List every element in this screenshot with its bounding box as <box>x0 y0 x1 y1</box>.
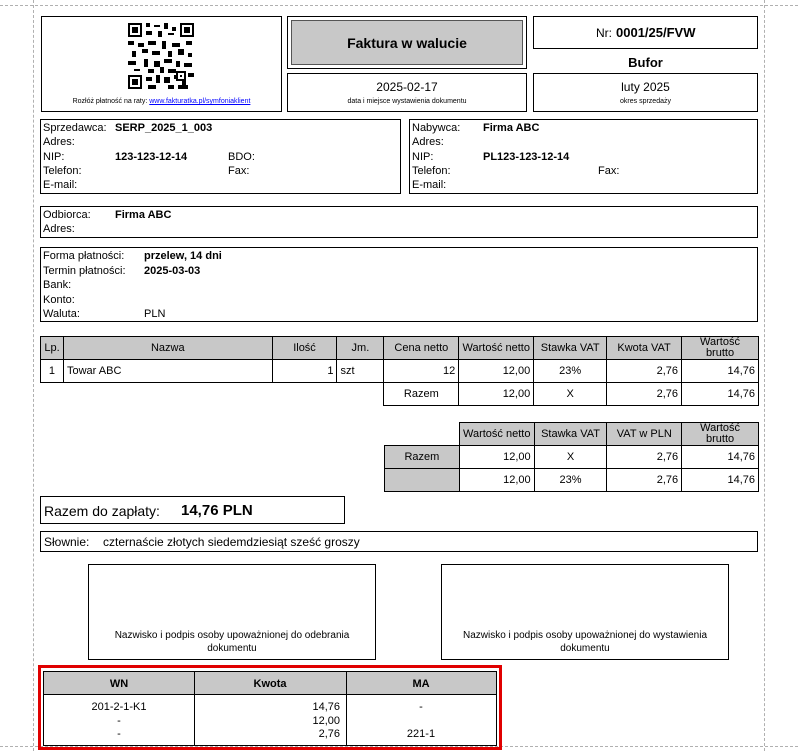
sale-period-box <box>533 73 758 112</box>
accounting-col-ma: MA <box>412 678 430 690</box>
payment-method: przelew, 14 dni <box>144 250 222 262</box>
items-table <box>40 336 759 406</box>
vat-col-vat-pln: VAT w PLN <box>607 423 682 446</box>
title-frame <box>287 16 527 69</box>
col-cena-netto: Cena netto <box>384 337 459 360</box>
seller-fax-label: Fax: <box>228 165 250 177</box>
table-row: 14,76 <box>312 701 340 713</box>
sale-period-caption: okres sprzedaży <box>620 98 671 105</box>
cell-jm: szt <box>337 360 384 383</box>
bank-label: Bank: <box>43 279 72 291</box>
col-lp: Lp. <box>41 337 64 360</box>
payment-method-label: Forma płatności: <box>43 250 125 262</box>
cell-lp: 1 <box>41 360 64 383</box>
seller-nip: 123-123-12-14 <box>115 151 188 163</box>
col-nazwa: Nazwa <box>63 337 272 360</box>
words-value: czternaście złotych siedemdziesiąt sześć groszy <box>103 535 360 549</box>
vat-col-netto: Wartość netto <box>459 423 534 446</box>
issue-date-caption: data i miejsce wystawienia dokumentu <box>347 98 467 105</box>
seller-box <box>40 119 401 194</box>
cell-cena: 12 <box>384 360 459 383</box>
qr-link[interactable]: www.fakturatka.pl/symfoniaklient <box>149 98 251 105</box>
margin-guide-right <box>764 0 765 751</box>
words-box <box>40 531 758 552</box>
col-wartosc-netto: Wartość netto <box>459 337 534 360</box>
items-total-brutto: 14,76 <box>682 383 759 406</box>
number-box <box>533 16 758 49</box>
receiver-signature-box <box>88 564 376 660</box>
items-total-vat: 2,76 <box>607 383 682 406</box>
items-total-netto: 12,00 <box>459 383 534 406</box>
vat-total-brutto: 14,76 <box>682 446 759 469</box>
total-box <box>40 496 345 524</box>
issuer-signature-box <box>441 564 729 660</box>
margin-guide-left <box>33 0 34 751</box>
buyer-address-label: Adres: <box>412 136 444 148</box>
cell-brutto: 14,76 <box>682 360 759 383</box>
items-header-row <box>41 337 759 360</box>
currency-label: Waluta: <box>43 308 80 320</box>
seller-address-label: Adres: <box>43 136 75 148</box>
buyer-nip-label: NIP: <box>412 151 434 163</box>
cell-vat: 2,76 <box>607 360 682 383</box>
buyer-fax-label: Fax: <box>598 165 620 177</box>
payment-due: 2025-03-03 <box>144 265 201 277</box>
col-kwota-vat: Kwota VAT <box>607 337 682 360</box>
vat-col-brutto: Wartość brutto <box>682 423 759 446</box>
document-title: Faktura w walucie <box>291 20 523 65</box>
seller-nip-label: NIP: <box>43 151 65 163</box>
issuer-signature-caption: Nazwisko i podpis osoby upoważnionej do wystawienia dokumentu <box>462 630 708 654</box>
col-wartosc-brutto: Wartość brutto <box>682 337 759 360</box>
items-total-stawka: X <box>534 383 607 406</box>
total-value: 14,76 PLN <box>181 502 253 519</box>
table-row: 2,76 <box>318 728 340 740</box>
vat-rate-brutto: 14,76 <box>682 469 759 492</box>
seller-phone-label: Telefon: <box>43 165 82 177</box>
payment-box <box>40 247 758 322</box>
items-total-row <box>41 383 759 406</box>
number-label: Nr: <box>596 26 612 40</box>
table-row: 201-2-1-K1 <box>91 701 147 713</box>
table-row <box>41 360 759 383</box>
cell-netto: 12,00 <box>459 360 534 383</box>
seller-label: Sprzedawca: <box>43 122 107 134</box>
buyer-phone-label: Telefon: <box>412 165 451 177</box>
cell-nazwa: Towar ABC <box>63 360 272 383</box>
seller-bdo-label: BDO: <box>228 151 255 163</box>
table-row: 221-1 <box>406 728 436 740</box>
table-row: - <box>117 728 121 740</box>
total-label: Razem do zapłaty: <box>44 503 160 519</box>
cell-stawka: 23% <box>534 360 607 383</box>
table-row: 12,00 <box>312 715 340 727</box>
vat-total-row <box>385 446 759 469</box>
buyer-box <box>409 119 758 194</box>
document-number: 0001/25/FVW <box>616 25 696 40</box>
vat-total-netto: 12,00 <box>459 446 534 469</box>
items-total-label: Razem <box>384 383 459 406</box>
qr-caption-text: Rozłóż płatność na raty: <box>72 98 148 105</box>
qr-box <box>41 16 282 112</box>
col-ilosc: Ilość <box>272 337 337 360</box>
table-row: - <box>117 715 121 727</box>
vat-rate-stawka: 23% <box>534 469 607 492</box>
accounting-table <box>43 671 497 746</box>
receiver-signature-caption: Nazwisko i podpis osoby upoważnionej do odebrania dokumentu <box>114 630 350 654</box>
qr-code-icon <box>128 23 194 89</box>
vat-rate-row <box>385 469 759 492</box>
buyer-nip: PL123-123-12-14 <box>483 151 570 163</box>
currency: PLN <box>144 308 166 320</box>
payment-due-label: Termin płatności: <box>43 265 126 277</box>
issue-date-box <box>287 73 527 112</box>
sale-period: luty 2025 <box>621 80 670 94</box>
document-status: Bufor <box>628 55 663 70</box>
col-stawka-vat: Stawka VAT <box>534 337 607 360</box>
issue-date: 2025-02-17 <box>376 80 438 94</box>
qr-caption <box>42 98 281 105</box>
vat-rate-vat: 2,76 <box>607 469 682 492</box>
recipient-address-label: Adres: <box>43 223 75 235</box>
vat-total-stawka: X <box>534 446 607 469</box>
seller-email-label: E-mail: <box>43 179 78 191</box>
margin-guide-top <box>0 5 798 6</box>
seller-name: SERP_2025_1_003 <box>115 122 213 134</box>
recipient-box <box>40 206 758 238</box>
words-label: Słownie: <box>44 535 90 549</box>
accounting-col-wn: WN <box>109 678 129 690</box>
buyer-name: Firma ABC <box>483 122 540 134</box>
vat-total-label: Razem <box>385 446 460 469</box>
account-label: Konto: <box>43 294 75 306</box>
vat-total-vat: 2,76 <box>607 446 682 469</box>
vat-summary-table <box>384 422 759 492</box>
buyer-label: Nabywca: <box>412 122 461 134</box>
col-jm: Jm. <box>337 337 384 360</box>
accounting-col-kwota: Kwota <box>253 678 287 690</box>
recipient-name: Firma ABC <box>115 209 172 221</box>
recipient-label: Odbiorca: <box>43 209 91 221</box>
buyer-email-label: E-mail: <box>412 179 447 191</box>
vat-rate-netto: 12,00 <box>459 469 534 492</box>
cell-ilosc: 1 <box>272 360 337 383</box>
table-row: - <box>419 701 423 713</box>
vat-col-stawka: Stawka VAT <box>534 423 607 446</box>
vat-header-row <box>385 423 759 446</box>
